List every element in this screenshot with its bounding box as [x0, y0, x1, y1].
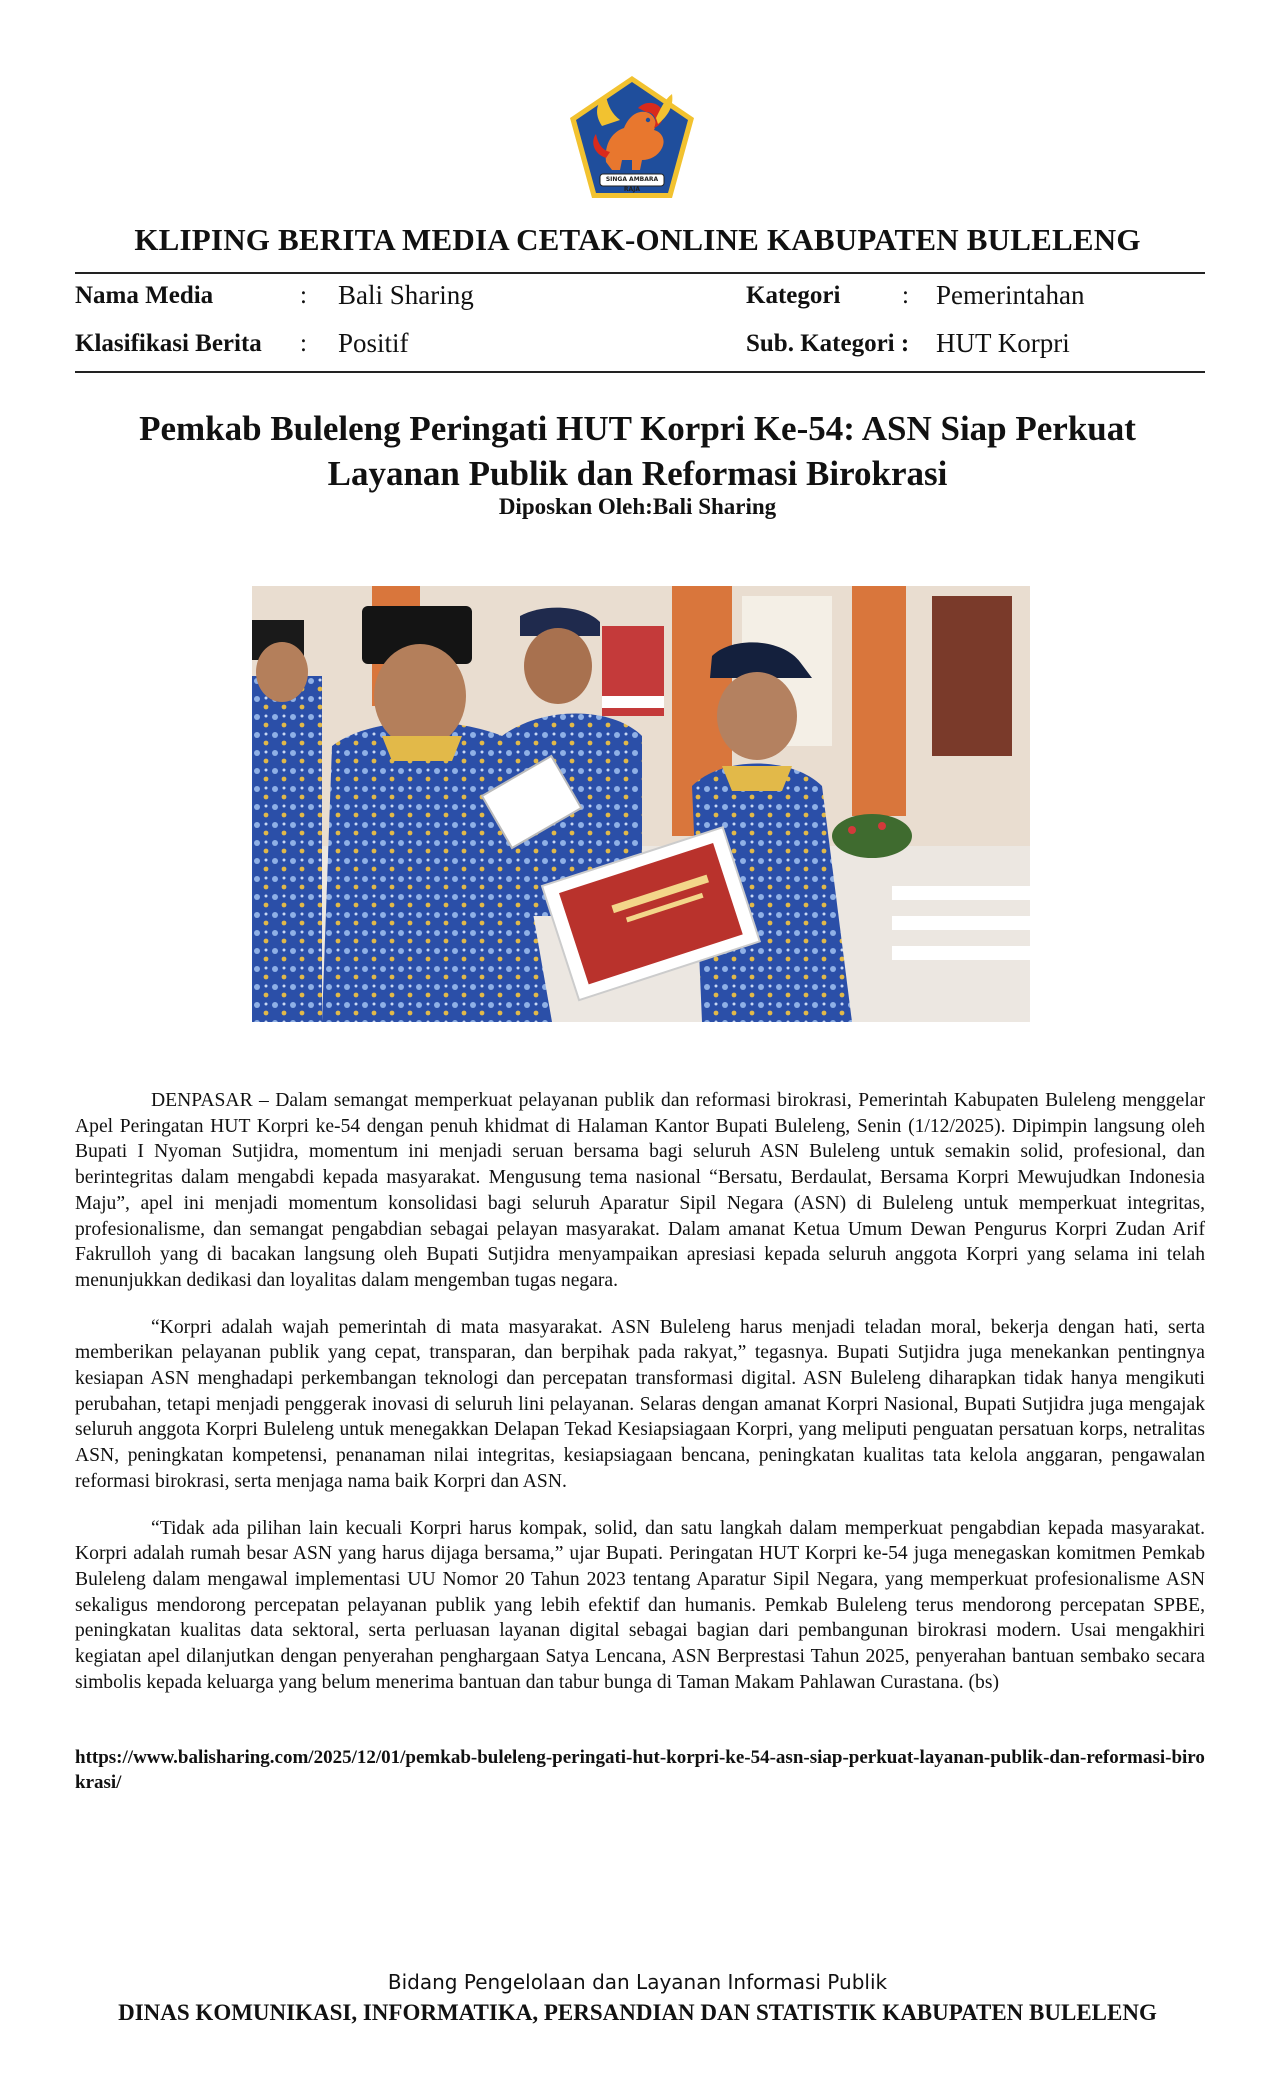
bottom-divider	[75, 371, 1205, 373]
article-byline: Diposkan Oleh:Bali Sharing	[498, 494, 777, 519]
article-paragraph: DENPASAR – Dalam semangat memperkuat pelayanan publik dan reformasi birokrasi, Pemerintah Kabupaten Buleleng menggelar Apel Peringatan HUT Korpri ke-54 dengan penuh khidmat di Halaman Kantor Bupati Buleleng, Senin (1/12/2025). Dipimpin langsung oleh Bupati I Nyoman Sutjidra, momentum ini menjadi seruan bersama bagi seluruh ASN Buleleng untuk semakin solid, profesional, dan berintegritas dalam mengabdi kepada masyarakat. Mengusung tema nasional “Bersatu, Berdaulat, Bersama Korpri Mewujudkan Indonesia Maju”, apel ini menjadi momentum konsolidasi bagi seluruh Aparatur Sipil Negara (ASN) di Buleleng untuk memperkuat integritas, profesionalisme, dan semangat pengabdian sebagai pelayan masyarakat. Dalam amanat Ketua Umum Dewan Pengurus Korpri Zudan Arif Fakrulloh yang di bacakan langsung oleh Bupati Sutjidra menyampaikan apresiasi kepada seluruh anggota Korpri yang selama ini telah menunjukkan dedikasi dan loyalitas dalam mengemban tugas negara.	[75, 1090, 1205, 1291]
article-body	[75, 1088, 1205, 1716]
article-paragraph: “Korpri adalah wajah pemerintah di mata masyarakat. ASN Buleleng harus menjadi teladan moral, bekerja dengan hati, serta memberikan pelayanan publik yang cepat, transparan, dan berpihak pada rakyat,” tegasnya. Bupati Sutjidra juga menekankan pentingnya kesiapan ASN menghadapi perkembangan teknologi dan percepatan transformasi digital. ASN Buleleng diharapkan tidak hanya mengikuti perubahan, tetapi menjadi penggerak inovasi di seluruh lini pelayanan. Selaras dengan amanat Korpri Nasional, Bupati Sutjidra juga mengajak seluruh anggota Korpri Buleleng untuk menegakkan Delapan Tekad Kesiapsiagaan Korpri, yang meliputi penguatan persatuan korps, netralitas ASN, peningkatan kompetensi, penanaman nilai integritas, kesiapsiagaan bencana, peningkatan kualitas tata kelola anggaran, pengawalan reformasi birokrasi, serta menjaga nama baik Korpri dan ASN.	[75, 1316, 1205, 1492]
classification-colon: :	[300, 330, 307, 357]
media-label: Nama Media	[75, 282, 214, 309]
category-value: Pemerintahan	[936, 280, 1085, 310]
subcategory-value: HUT Korpri	[936, 328, 1070, 358]
article-photo	[252, 586, 1030, 1022]
top-divider	[75, 272, 1205, 274]
emblem-motto: SINGA AMBARA RAJA	[605, 176, 659, 193]
buleleng-emblem-logo	[566, 74, 698, 202]
subcategory-label: Sub. Kategori :	[746, 330, 910, 357]
media-colon: :	[300, 282, 307, 309]
media-value: Bali Sharing	[338, 280, 474, 310]
source-url-link[interactable]: https://www.balisharing.com/2025/12/01/pemkab-buleleng-peringati-hut-korpri-ke-54-asn-siap-perkuat-layanan-publik-dan-reformasi-birokrasi/	[75, 1747, 1205, 1793]
category-colon: :	[902, 282, 909, 309]
clipping-title: KLIPING BERITA MEDIA CETAK-ONLINE KABUPATEN BULELENG	[134, 222, 1141, 257]
article-headline: Pemkab Buleleng Peringati HUT Korpri Ke-54: ASN Siap Perkuat Layanan Publik dan Reformasi Birokrasi	[139, 409, 1136, 493]
footer-division: Bidang Pengelolaan dan Layanan Informasi Publik	[387, 1970, 888, 1994]
category-label: Kategori	[746, 282, 841, 309]
classification-value: Positif	[338, 328, 409, 358]
footer-agency: DINAS KOMUNIKASI, INFORMATIKA, PERSANDIAN DAN STATISTIK KABUPATEN BULELENG	[118, 2000, 1157, 2025]
article-paragraph: “Tidak ada pilihan lain kecuali Korpri harus kompak, solid, dan satu langkah dalam memperkuat pengabdian kepada masyarakat. Korpri adalah rumah besar ASN yang harus dijaga bersama,” ujar Bupati. Peringatan HUT Korpri ke-54 juga menegaskan komitmen Pemkab Buleleng dalam mengawal implementasi UU Nomor 20 Tahun 2023 tentang Aparatur Sipil Negara, yang memperkuat profesionalisme ASN sekaligus mendorong percepatan pelayanan publik yang lebih efektif dan humanis. Pemkab Buleleng terus mendorong percepatan SPBE, peningkatan kualitas data sektoral, serta perluasan layanan digital sebagai bagian dari pembangunan birokrasi modern. Usai mengakhiri kegiatan apel dilanjutkan dengan penyerahan penghargaan Satya Lencana, ASN Berprestasi Tahun 2025, penyerahan bantuan sembako secara simbolis kepada keluarga yang belum menerima bantuan dan tabur bunga di Taman Makam Pahlawan Curastana. (bs)	[75, 1517, 1205, 1693]
classification-label: Klasifikasi Berita	[75, 330, 262, 357]
